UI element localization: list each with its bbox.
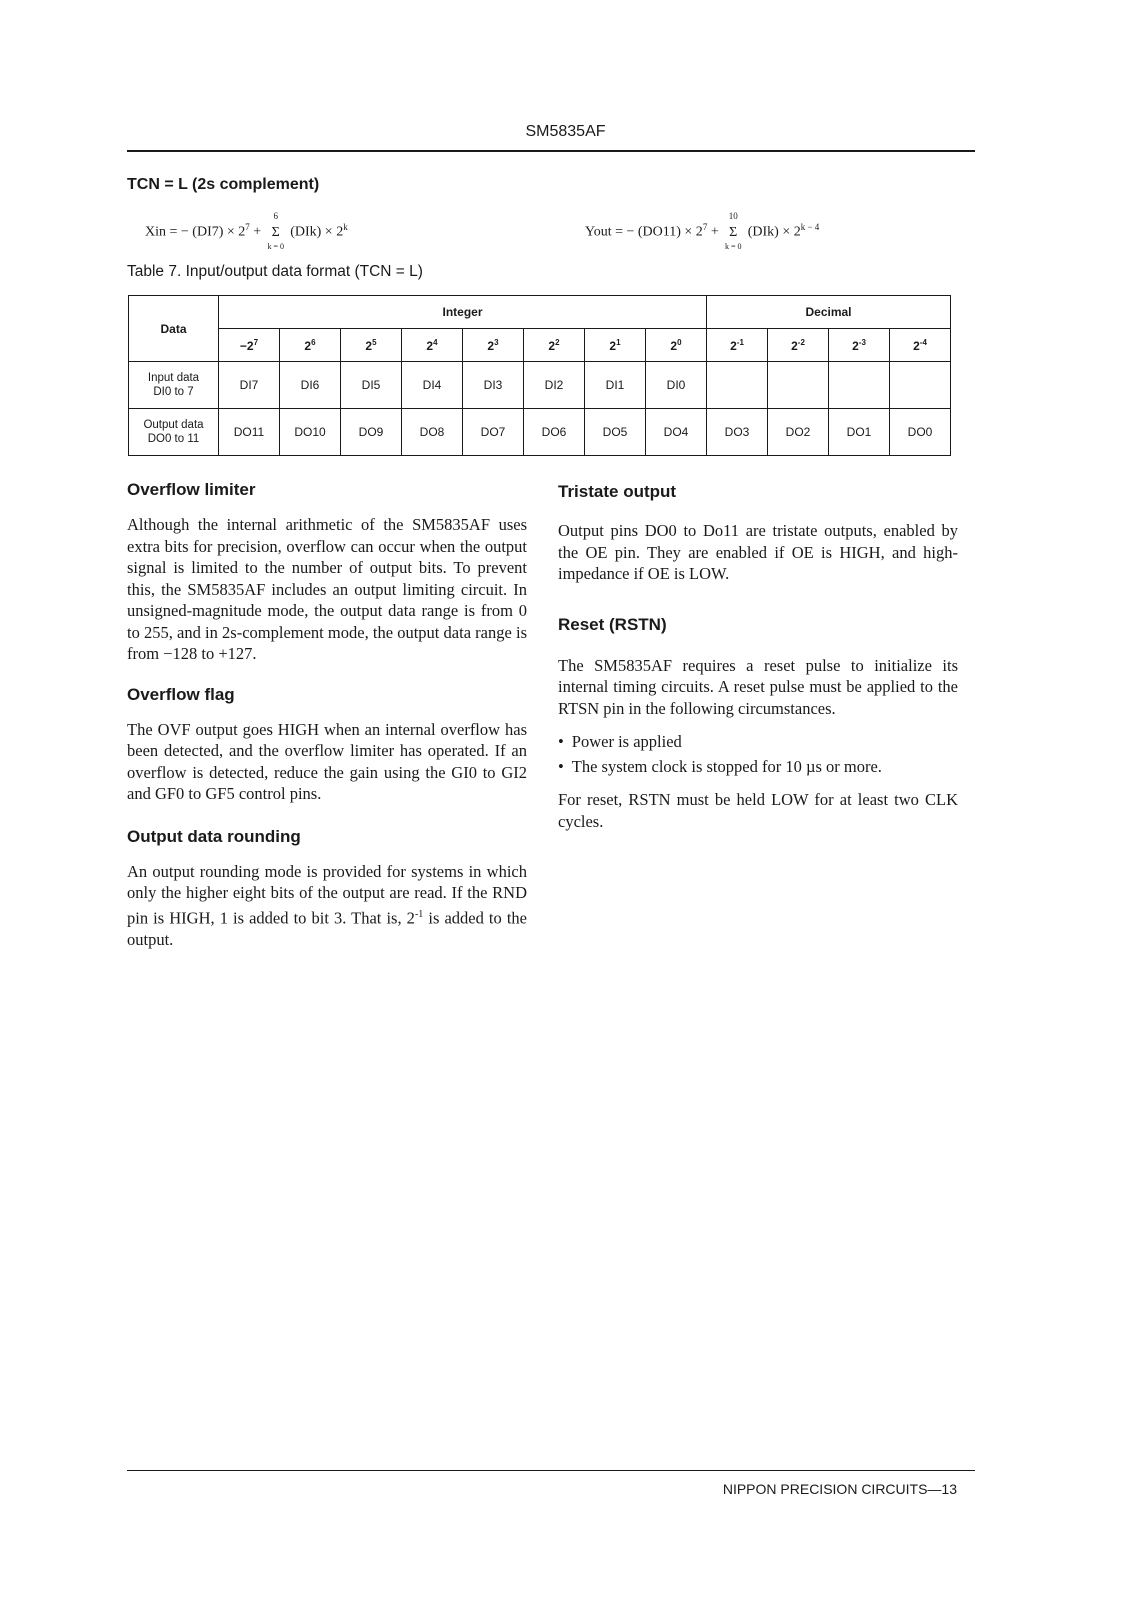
table-caption: Table 7. Input/output data format (TCN = L) [127, 263, 423, 280]
footer-rule [127, 1470, 975, 1471]
power-exponent: 6 [311, 337, 316, 347]
table-cell: DI2 [524, 362, 585, 409]
table-cell: DO10 [280, 409, 341, 456]
power-base: 2 [426, 338, 434, 353]
table-cell: DO8 [402, 409, 463, 456]
power-base: 2 [852, 338, 859, 353]
rounding-heading: Output data rounding [127, 826, 301, 846]
yout-sum-upper: 10 [728, 210, 738, 221]
power-exponent: -3 [858, 337, 866, 347]
reset-bullet-list [558, 731, 958, 777]
table-cell: DO1 [829, 409, 890, 456]
reset-text: The SM5835AF requires a reset pulse to initialize its internal timing circuits. A reset pulse must be applied to the RTSN pin in the following circumstances. [558, 655, 958, 718]
xin-lhs: Xin = − (DI7) × 2 [145, 224, 246, 240]
power-exponent: 3 [494, 337, 499, 347]
table-cell [829, 362, 890, 409]
rounding-text-exp: -1 [414, 908, 424, 920]
yout-term-exp: k − 4 [800, 222, 820, 232]
page-footer: NIPPON PRECISION CIRCUITS—13 [722, 1481, 957, 1497]
power-header-cell [524, 329, 585, 362]
table-cell: DO3 [707, 409, 768, 456]
overflow-limiter-heading: Overflow limiter [127, 480, 256, 499]
yout-term: (DIk) × 2 [747, 224, 801, 240]
power-header-cell [707, 329, 768, 362]
decimal-group-header: Decimal [707, 296, 951, 329]
table-cell: DI6 [280, 362, 341, 409]
xin-sigma: Σ 6 k = 0 [269, 225, 283, 241]
power-header-cell [585, 329, 646, 362]
reset-text-2: For reset, RSTN must be held LOW for at least two CLK cycles. [558, 790, 958, 831]
table-cell: DO2 [768, 409, 829, 456]
output-row-label [129, 409, 219, 456]
table-cell: DO4 [646, 409, 707, 456]
power-base: 2 [304, 338, 312, 353]
xin-sum-upper: 6 [273, 210, 278, 221]
table-cell: DI5 [341, 362, 402, 409]
right-column [558, 478, 958, 832]
integer-group-header: Integer [219, 296, 707, 329]
reset-bullet-item: • Power is applied [558, 731, 958, 753]
overflow-flag-text: The OVF output goes HIGH when an internal overflow has been detected, and the overflow limiter has operated. If an overflow is detected, reduce the gain using the GI0 to GI2 and GF0 to GF5 control pins. [127, 719, 527, 803]
power-base: 2 [609, 338, 617, 353]
table-cell [890, 362, 951, 409]
table-cell: DI0 [646, 362, 707, 409]
power-exponent: -1 [736, 337, 744, 347]
table-cell [768, 362, 829, 409]
table-cell: DO5 [585, 409, 646, 456]
xin-plus: + [249, 224, 262, 240]
rounding-text-b: is added to the output. [127, 908, 527, 949]
overflow-limiter-text: Although the internal arithmetic of the SM5835AF uses extra bits for precision, overflow can occur when the output signal is limited to the number of output bits. To prevent this, the SM5835AF includes an output limiting circuit. In unsigned-magnitude mode, the output data range is from 0 to 255, and in 2s-complement mode, the output data range is from −128 to +127. [127, 515, 527, 663]
input-row-label-line2: DI0 to 7 [153, 386, 194, 398]
power-base: 2 [730, 338, 737, 353]
power-exponent: 1 [616, 337, 621, 347]
power-header-cell [768, 329, 829, 362]
reset-bullet-item: • The system clock is stopped for 10 µs or more. [558, 756, 958, 778]
yout-exp: 7 [702, 222, 708, 232]
power-header-cell [646, 329, 707, 362]
xin-sum-lower: k = 0 [267, 241, 284, 251]
left-column [127, 478, 527, 950]
power-base: 2 [791, 338, 798, 353]
yout-lhs: Yout = − (DO11) × 2 [585, 224, 703, 240]
output-row-label-line2: DO0 to 11 [147, 433, 200, 445]
header-rule [127, 150, 975, 152]
power-exponent: 0 [677, 337, 682, 347]
yout-sum-lower: k = 0 [724, 241, 742, 251]
xin-term-exp: k [343, 222, 348, 232]
power-base: 2 [548, 338, 556, 353]
power-base: 2 [365, 338, 373, 353]
input-row-label [129, 362, 219, 409]
power-header-cell [280, 329, 341, 362]
power-exponent: 2 [555, 337, 560, 347]
power-base: 2 [913, 338, 920, 353]
power-header-cell [402, 329, 463, 362]
table-cell: DO0 [890, 409, 951, 456]
power-header-cell [463, 329, 524, 362]
tristate-heading: Tristate output [558, 482, 677, 501]
io-format-table [128, 295, 951, 456]
power-header-cell [341, 329, 402, 362]
yout-sigma: Σ 10 k = 0 [726, 225, 740, 241]
power-base: 2 [670, 338, 678, 353]
table-cell: DO7 [463, 409, 524, 456]
table-cell [707, 362, 768, 409]
yout-plus: + [707, 224, 719, 240]
overflow-flag-heading: Overflow flag [127, 684, 235, 704]
table-cell: DI1 [585, 362, 646, 409]
power-exponent: 5 [372, 337, 377, 347]
table-cell: DO6 [524, 409, 585, 456]
power-exponent: 4 [433, 337, 438, 347]
input-row-label-line1: Input data [147, 372, 200, 384]
rounding-text [127, 861, 527, 951]
table-cell: DI4 [402, 362, 463, 409]
xin-exp: 7 [245, 222, 250, 232]
power-exponent: -4 [919, 337, 927, 347]
power-header-cell [829, 329, 890, 362]
power-exponent: 7 [253, 337, 259, 347]
xin-term: (DIk) × 2 [290, 224, 344, 240]
data-header-cell: Data [129, 296, 219, 362]
page-header-title: SM5835AF [525, 123, 606, 140]
input-data-row [129, 362, 951, 409]
output-row-label-line1: Output data [143, 419, 204, 431]
table-cell: DI7 [219, 362, 280, 409]
power-exponent: -2 [797, 337, 805, 347]
power-header-row [129, 329, 951, 362]
reset-heading: Reset (RSTN) [558, 614, 667, 634]
power-base: −2 [239, 338, 254, 353]
output-data-row [129, 409, 951, 456]
table-cell: DI3 [463, 362, 524, 409]
tristate-text: Output pins DO0 to Do11 are tristate outputs, enabled by the OE pin. They are enabled if OE is HIGH, and high-impedance if OE is LOW. [558, 521, 958, 583]
power-base: 2 [487, 338, 495, 353]
table-cell: DO9 [341, 409, 402, 456]
rounding-text-a: An output rounding mode is provided for systems in which only the higher eight bits of the output are read. If the RND pin is HIGH, 1 is added to bit 3. That is, 2 [127, 861, 527, 927]
tcn-heading: TCN = L (2s complement) [127, 176, 320, 193]
power-header-cell [890, 329, 951, 362]
table-cell: DO11 [219, 409, 280, 456]
power-header-cell [219, 329, 280, 362]
